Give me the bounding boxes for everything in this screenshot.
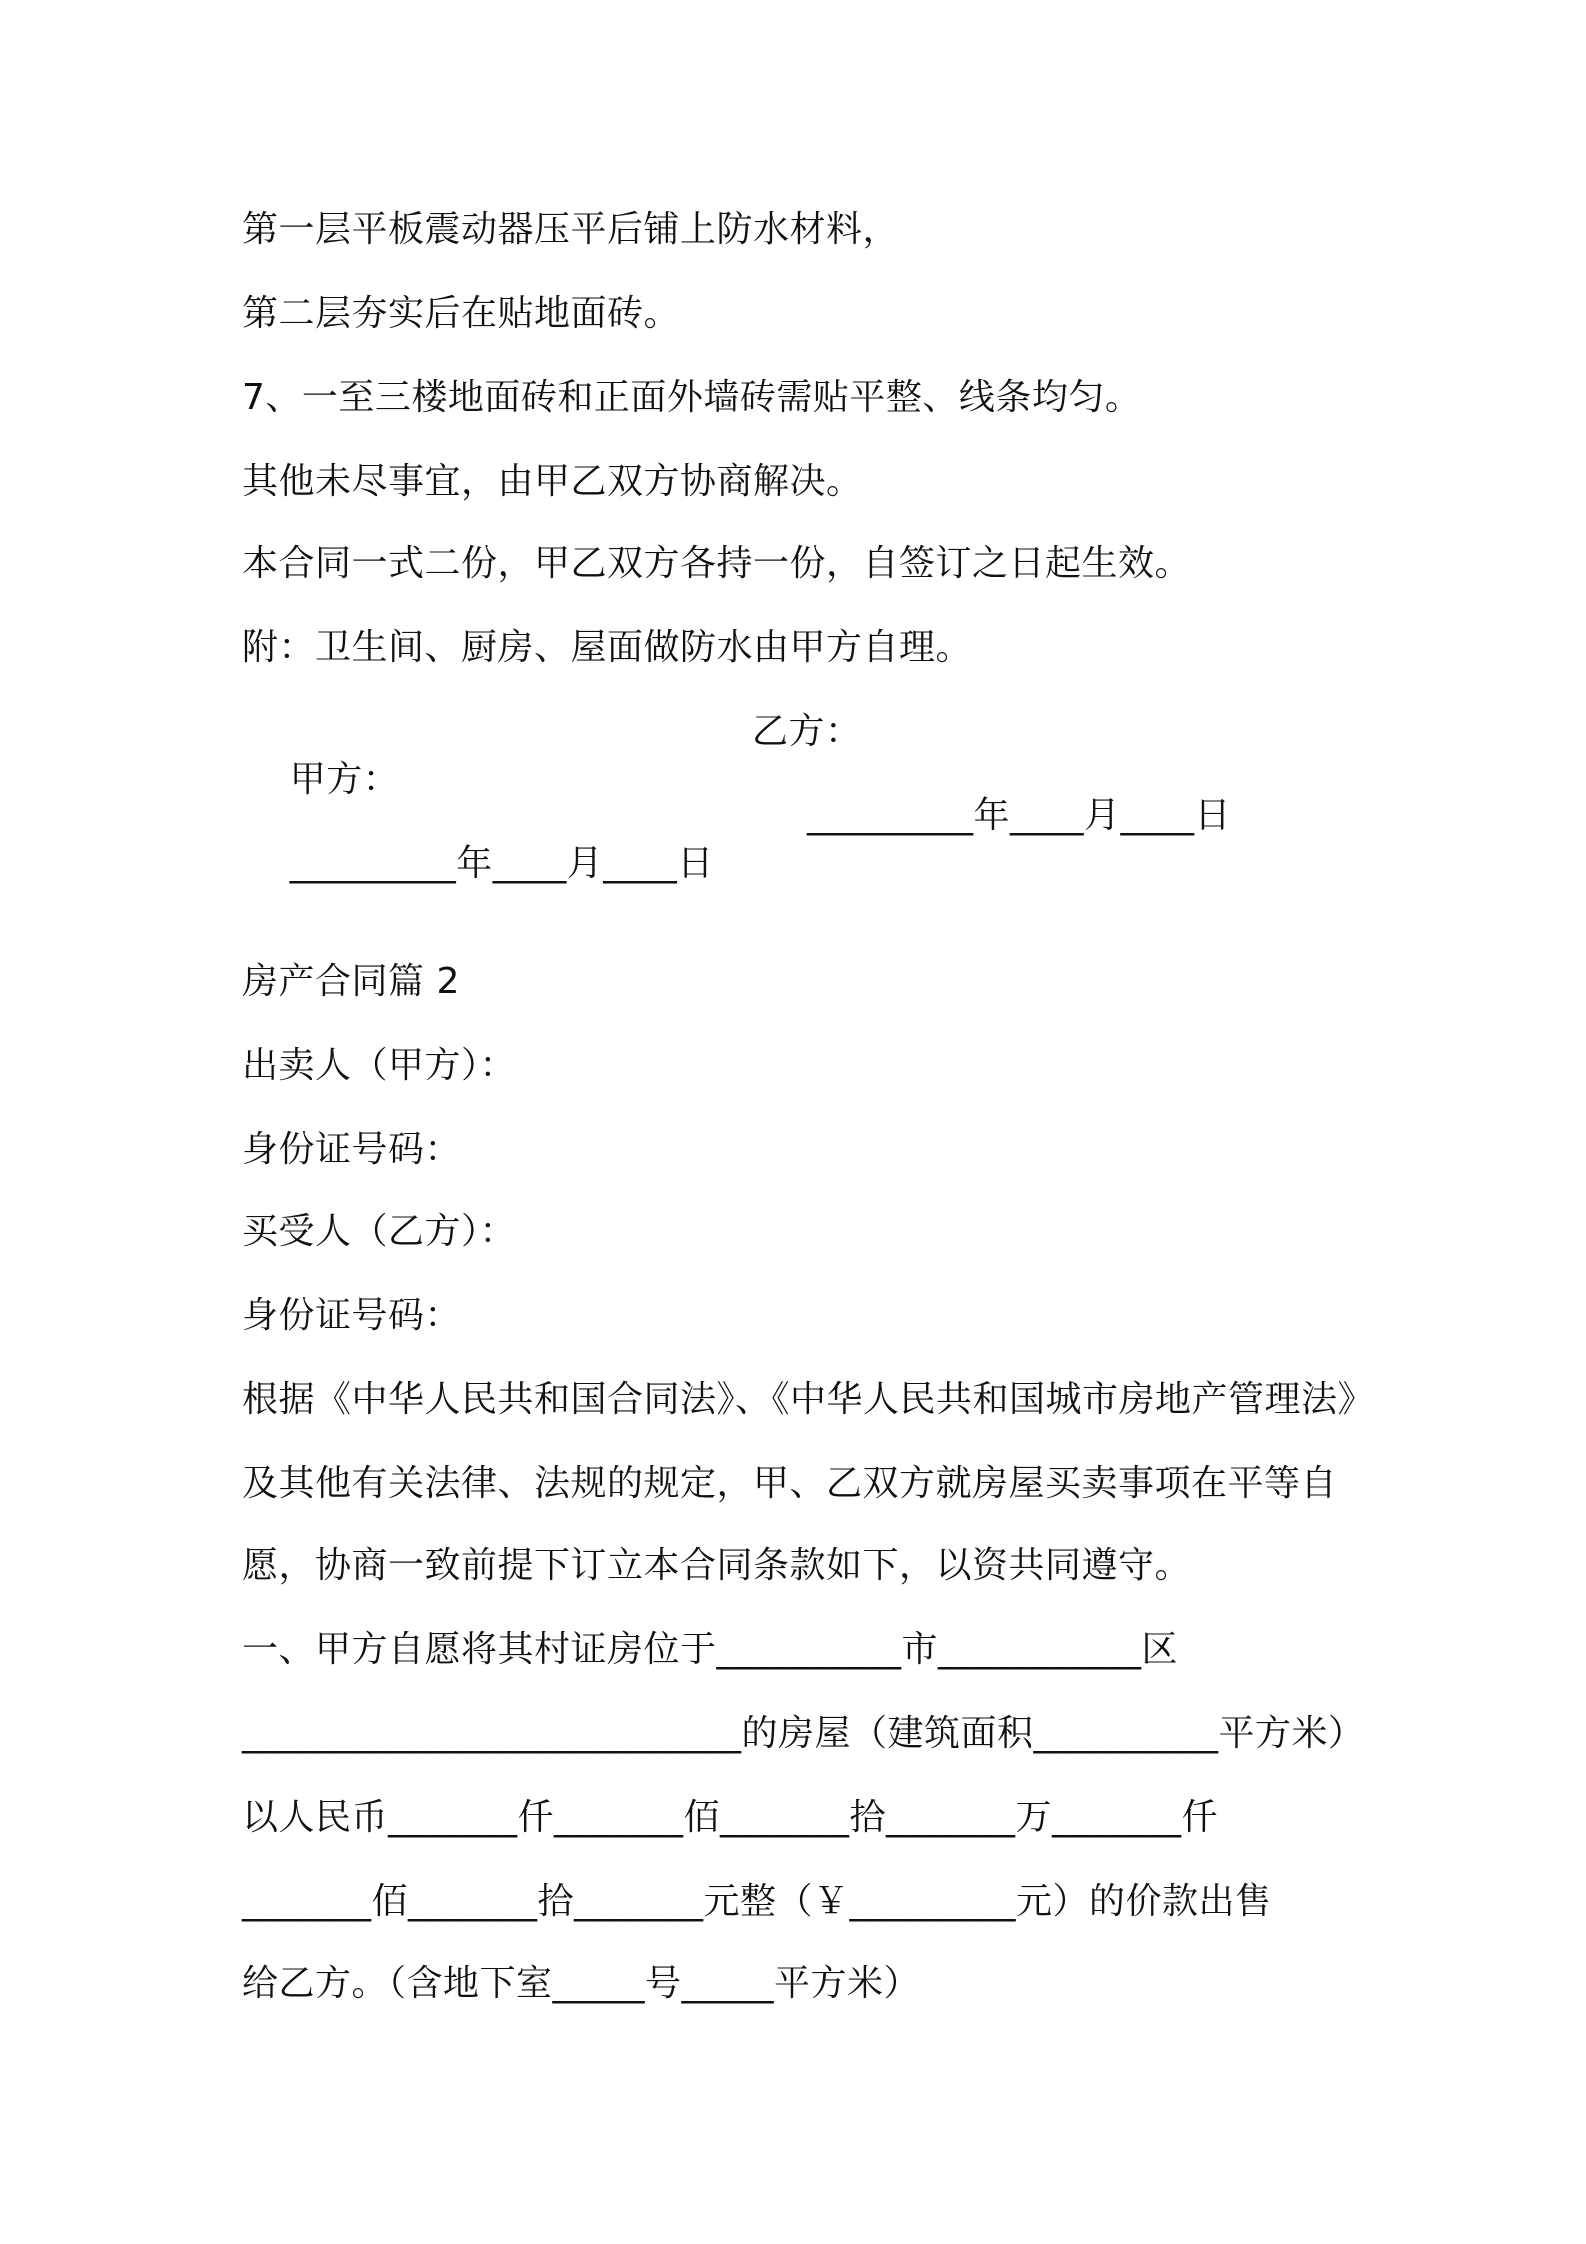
clause-line: _______佰_______拾_______元整（￥_________元）的价款出售 — [242, 1881, 1272, 1922]
paragraph-line: 及其他有关法律、法规的规定，甲、乙双方就房屋买卖事项在平等自 — [242, 1463, 1338, 1504]
paragraph-line: 愿，协商一致前提下订立本合同条款如下，以资共同遵守。 — [242, 1545, 1192, 1586]
paragraph-line: 根据《中华人民共和国合同法》、《中华人民共和国城市房地产管理法》 — [242, 1379, 1375, 1420]
text-line: 第二层夯实后在贴地面砖。 — [242, 293, 681, 334]
text-line: 其他未尽事宜，由甲乙双方协商解决。 — [242, 461, 863, 502]
seller-id-line: 身份证号码： — [242, 1129, 462, 1170]
date-b: _________年____月____日 — [807, 795, 1231, 836]
text-line: 附：卫生间、厨房、屋面做防水由甲方自理。 — [242, 627, 973, 668]
date-row — [242, 792, 1231, 984]
clause-line: 给乙方。（含地下室_____号_____平方米） — [242, 1963, 921, 2004]
clause-line: 一、甲方自愿将其村证房位于__________市___________区 — [242, 1629, 1179, 1670]
text-line: 本合同一式二份，甲乙双方各持一份，自签订之日起生效。 — [242, 543, 1192, 584]
text-line: 7、一至三楼地面砖和正面外墙砖需贴平整、线条均匀。 — [242, 377, 1142, 418]
party-a-label: 甲方： — [289, 759, 400, 800]
buyer-line: 买受人（乙方）： — [242, 1211, 517, 1252]
buyer-id-line: 身份证号码： — [242, 1295, 462, 1336]
seller-line: 出卖人（甲方）： — [242, 1045, 517, 1086]
clause-line: ___________________________的房屋（建筑面积__________平方米） — [242, 1713, 1365, 1754]
clause-line: 以人民币_______仟_______佰_______拾_______万_______仟 — [242, 1797, 1219, 1838]
party-b-label: 乙方： — [752, 711, 862, 752]
text-line: 第一层平板震动器压平后铺上防水材料， — [242, 209, 900, 250]
date-a: _________年____月____日 — [289, 843, 714, 884]
section-title: 房产合同篇 2 — [242, 961, 460, 1002]
